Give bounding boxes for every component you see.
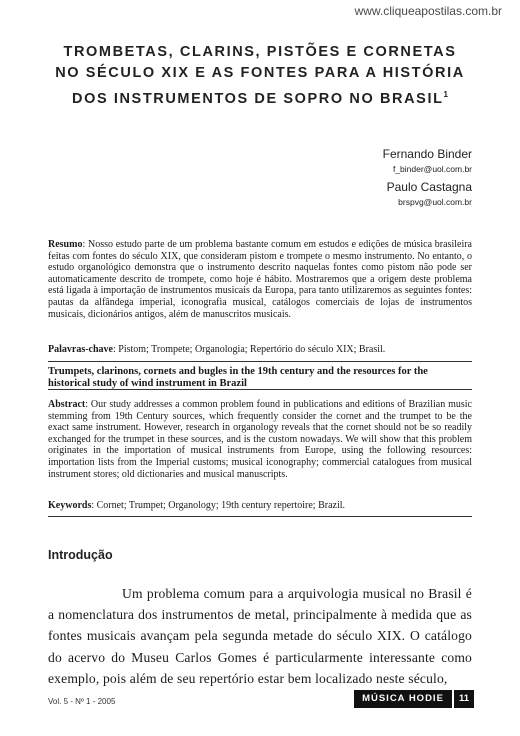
watermark-url: www.cliqueapostilas.com.br [354,4,502,18]
keywords-text: : Cornet; Trumpet; Organology; 19th century repertoire; Brazil. [91,500,346,511]
author-name-2: Paulo Castagna [386,180,472,194]
journal-name-badge: MÚSICA HODIE [354,690,452,708]
resumo-label: Resumo [48,239,83,250]
keywords-paragraph [48,500,472,512]
body-paragraph: Um problema comum para a arquivologia musical no Brasil é a nomenclatura dos instrumentos de metal, principalmente à medida que as fontes musicais avançam pela segunda metade do século XIX. O catálogo do acervo do Museu Carlos Gomes é particularmente interessante como exemplo, pois além de seu repertório estar bem localizado neste século, [48,586,472,686]
volume-info: Vol. 5 - Nº 1 - 2005 [48,697,116,706]
author-list [383,147,472,213]
footnote-mark: 1 [443,90,448,99]
article-title [40,42,480,110]
title-line-2: NO SÉCULO XIX E AS FONTES PARA A HISTÓRIA [55,65,465,81]
author-name-1: Fernando Binder [382,147,472,161]
abstract-label: Abstract [48,399,86,410]
author-email-1: f_binder@uol.com.br [392,164,472,174]
title-line-3 [40,84,480,110]
author-email-2: brspvg@uol.com.br [398,197,472,207]
section-heading: Introdução [48,548,113,562]
divider-top [48,361,472,362]
abstract-paragraph [48,399,472,480]
title-line-1: TROMBETAS, CLARINS, PISTÕES E CORNETAS [63,44,457,60]
resumo-text: : Nosso estudo parte de um problema bastante comum em estudos e edições de música brasileira feitas com fontes do século XIX, que consideram pistom e trompete o mesmo instrumento. No entanto, o estudo organológico demonstra que o instrumento descrito naquelas fontes como pistom não pode ser automaticamente descrito de trompete, como hoje é hábito. Mostraremos que a origem deste problema está ligada à importação de instrumentos musicais da Europa, para tanto utilizaremos as seguintes fontes: pautas da alfândega imperial, iconografia musical, catálogos comerciais de lojas de instrumentos musicais, dicionários antigos, além de manuscritos musicais. [48,239,472,320]
keywords-label: Keywords [48,500,92,511]
divider-bottom [48,516,472,517]
english-title: Trumpets, clarinons, cornets and bugles in the 19th century and the resources for the historical study of wind instrument in Brazil [48,366,428,389]
palavras-chave-paragraph [48,344,472,356]
divider-middle [48,389,472,390]
palavras-chave-label: Palavras-chave [48,344,113,355]
abstract-text: : Our study addresses a common problem found in publications and editions of Brazilian music stemming from 19th Century sources, which frequently consider the cornet and the trumpet to be the exact same instrument. However, research in organology reveals that the cornet should not be so readily exchanged for the trumpet in these sources, and is the custom nowadays. We will show that this problem originates in the importation of musical instruments from Europe, using the following resources: importation lists from the Imperial customs; musical iconography; commercial catalogues from musical instrument stores; old dictionaries and musical manuscripts. [48,399,472,480]
title-line-3-text: DOS INSTRUMENTOS DE SOPRO NO BRASIL [72,90,444,107]
resumo-paragraph [48,239,472,320]
palavras-chave-text: : Pistom; Trompete; Organologia; Repertório do século XIX; Brasil. [113,344,386,355]
page-number-badge: 11 [454,690,474,708]
